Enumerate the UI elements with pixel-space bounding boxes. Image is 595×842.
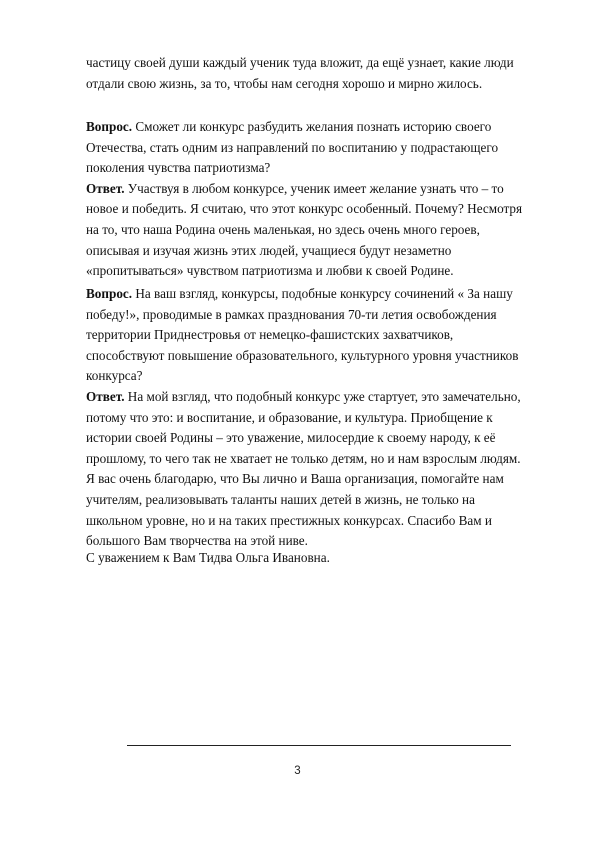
question-text: На ваш взгляд, конкурсы, подобные конкурсу сочинений « За нашу (132, 286, 513, 301)
answer-line: «пропитываться» чувством патриотизма и любви к своей Родине. (86, 263, 454, 279)
intro-paragraph (86, 53, 556, 94)
question-line: победу!», проводимые в рамках празднования 70-ти летия освобождения (86, 306, 497, 322)
question-label: Вопрос. (86, 119, 133, 134)
page-number: 3 (294, 765, 301, 777)
answer-text: На мой взгляд, что подобный конкурс уже стартует, это замечательно, (124, 388, 521, 404)
answer-text: Участвуя в любом конкурсе, ученик имеет желание узнать что – то (124, 180, 504, 196)
question-line (86, 284, 556, 305)
signature-line: С уважением к Вам Тидва Ольга Ивановна. (86, 550, 330, 565)
answer-line: большого Вам творчества на этой ниве. (86, 533, 308, 549)
answer-line (86, 387, 556, 408)
answer-line (86, 179, 556, 200)
answer-line: истории своей Родины – это уважение, милосердие к своему народу, к её (86, 430, 496, 446)
answer-line: описывая и изучая жизнь этих людей, учащиеся будут незаметно (86, 242, 452, 258)
answer-line: новое и победить. Я считаю, что этот конкурс особенный. Почему? Несмотря (86, 201, 523, 217)
text-line: частицу своей души каждый ученик туда вложит, да ещё узнает, какие люди (86, 55, 514, 70)
answer-label: Ответ. (86, 180, 125, 196)
question-answer-2 (86, 284, 556, 552)
answer-line: школьном уровне, но и на таких престижных конкурсах. Спасибо Вам и (86, 512, 492, 528)
answer-line: потому что это: и воспитание, и образование, и культура. Приобщение к (86, 409, 493, 425)
question-line: Отечества, стать одним из направлений по воспитанию у подрастающего (86, 139, 499, 155)
question-line (86, 117, 556, 138)
answer-line: учителям, реализовывать таланты наших детей в жизнь, не только на (86, 491, 475, 507)
question-line: поколения чувства патриотизма? (86, 160, 271, 176)
answer-line: Я вас очень благодарю, что Вы лично и Ваша организация, помогайте нам (86, 471, 504, 487)
answer-label: Ответ. (86, 388, 125, 404)
signature-paragraph (86, 548, 556, 569)
question-answer-1 (86, 117, 556, 282)
question-text: Сможет ли конкурс разбудить желания познать историю своего (132, 119, 492, 134)
answer-line: прошлому, то чего так не хватает не только детям, но и нам взрослым людям. (86, 450, 521, 466)
text-line: отдали свою жизнь, за то, чтобы нам сегодня хорошо и мирно жилось. (86, 75, 483, 91)
answer-line: на то, что наша Родина очень маленькая, но здесь очень много героев, (86, 221, 480, 237)
question-line: конкурса? (86, 368, 143, 384)
question-line: территории Приднестровья от немецко-фашистских захватчиков, (86, 327, 454, 343)
footer-divider (127, 745, 511, 746)
question-line: способствуют повышение образовательного, культурного уровня участников (86, 347, 519, 363)
question-label: Вопрос. (86, 286, 133, 301)
